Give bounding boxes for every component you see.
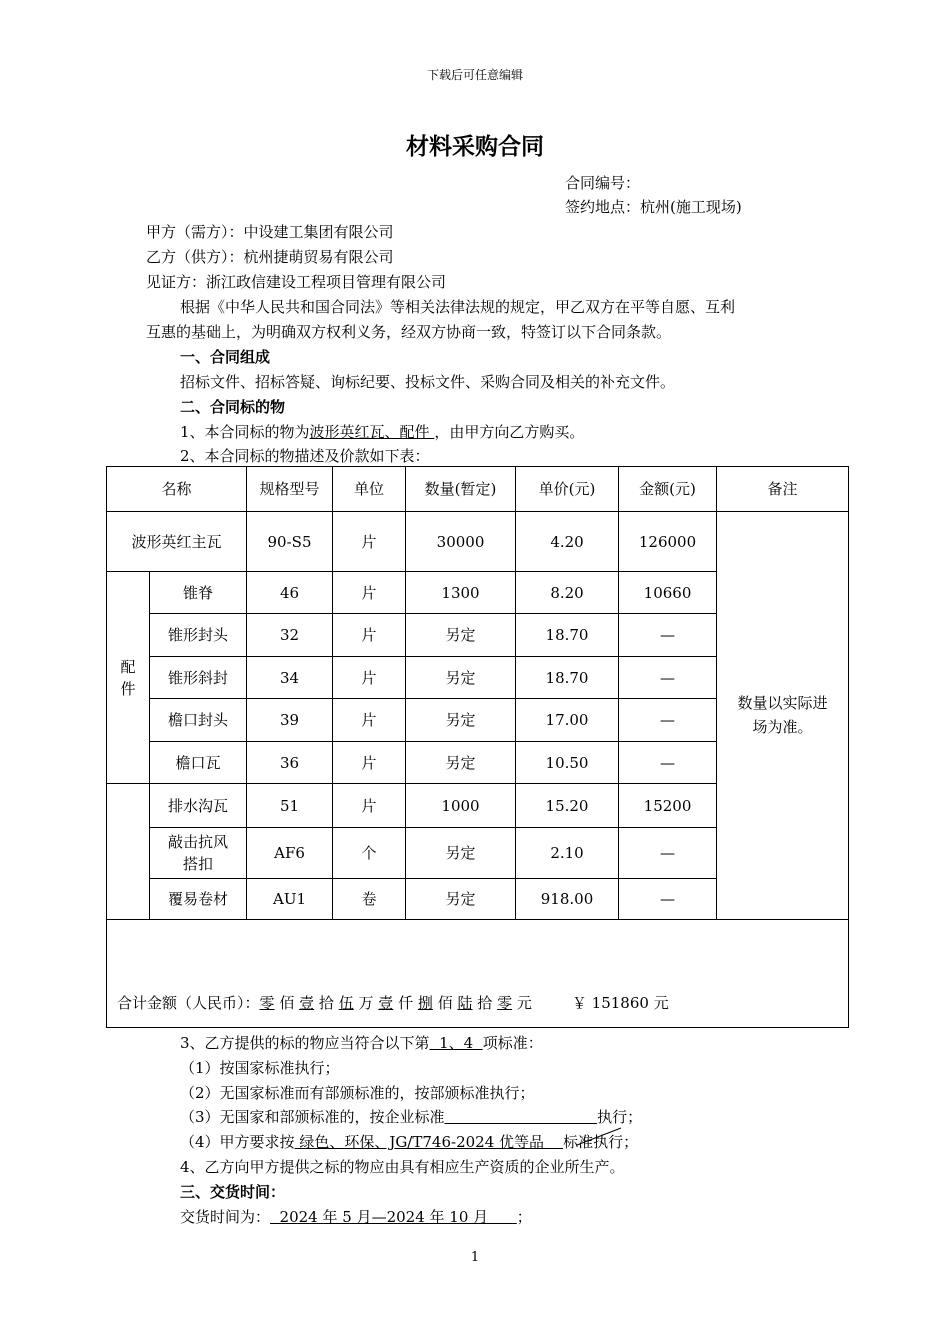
section-3-title: 三、交货时间： bbox=[180, 1183, 286, 1201]
table-row: 排水沟瓦 51 片 1000 15.20 15200 bbox=[107, 784, 849, 827]
party-b: 乙方（供方）：杭州捷萌贸易有限公司 bbox=[146, 248, 394, 266]
th-name: 名称 bbox=[107, 467, 247, 512]
total-cell bbox=[107, 919, 849, 1027]
standard-2: （2）无国家标准而有部颁标准的，按部颁标准执行； bbox=[180, 1084, 535, 1102]
intro-line-2: 互惠的基础上，为明确双方权利义务，经双方协商一致，特签订以下合同条款。 bbox=[146, 323, 672, 341]
total-label: 合计金额（人民币）： bbox=[117, 994, 260, 1013]
standard-1: （1）按国家标准执行； bbox=[180, 1059, 340, 1077]
table-header-row bbox=[107, 467, 849, 512]
table-row: 锥形封头 32 片 另定 18.70 — bbox=[107, 614, 849, 657]
table-row: 配件 锥脊 46 片 1300 8.20 10660 bbox=[107, 572, 849, 614]
standard-3: （3）无国家和部颁标准的，按企业标准 执行； bbox=[180, 1108, 643, 1126]
intro-line-1: 根据《中华人民共和国合同法》等相关法律法规的规定，甲乙双方在平等自愿、互利 bbox=[180, 298, 736, 316]
delivery-time: 交货时间为： 2024 年 5 月—2024 年 10 月 ； bbox=[180, 1208, 532, 1226]
total-value: ￥ 151860 元 bbox=[571, 994, 669, 1013]
th-qty: 数量(暂定) bbox=[406, 467, 516, 512]
party-a: 甲方（需方）：中设建工集团有限公司 bbox=[146, 223, 394, 241]
subject-matter: 波形英红瓦、配件 bbox=[309, 423, 435, 441]
section-2-item-2: 2、本合同标的物描述及价款如下表： bbox=[180, 447, 430, 465]
section-2-item-3: 3、乙方提供的标的物应当符合以下第 1、4 项标准： bbox=[180, 1034, 543, 1052]
total-in-words: 零 佰 壹 拾 伍 万 壹 仟 捌 佰 陆 拾 零 元 bbox=[259, 994, 532, 1013]
goods-table bbox=[106, 466, 849, 1028]
contract-number: 合同编号： bbox=[565, 174, 641, 192]
standard-4: （4）甲方要求按 绿色、环保、JG/T746-2024 优等品 标准执行； bbox=[180, 1133, 639, 1151]
table-row: 锥形斜封 34 片 另定 18.70 — bbox=[107, 657, 849, 699]
th-price: 单价(元) bbox=[516, 467, 619, 512]
th-spec: 规格型号 bbox=[247, 467, 333, 512]
page-title: 材料采购合同 bbox=[406, 134, 544, 160]
section-1-title: 一、合同组成 bbox=[180, 348, 271, 366]
th-amount: 金额(元) bbox=[619, 467, 717, 512]
table-row: 敲击抗风搭扣 AF6 个 另定 2.10 — bbox=[107, 827, 849, 878]
page-number: 1 bbox=[470, 1250, 480, 1265]
sign-place: 签约地点：杭州(施工现场) bbox=[565, 198, 742, 216]
remark-cell: 数量以实际进场为准。 bbox=[717, 512, 849, 920]
table-row: 檐口瓦 36 片 另定 10.50 — bbox=[107, 742, 849, 784]
strike-mark bbox=[575, 1125, 623, 1147]
witness: 见证方：浙江政信建设工程项目管理有限公司 bbox=[146, 273, 447, 291]
group-blank bbox=[107, 784, 150, 919]
group-peijian: 配件 bbox=[107, 572, 150, 784]
table-row: 覆易卷材 AU1 卷 另定 918.00 — bbox=[107, 878, 849, 919]
th-unit: 单位 bbox=[333, 467, 406, 512]
section-2-title: 二、合同标的物 bbox=[180, 398, 286, 416]
table-row: 檐口封头 39 片 另定 17.00 — bbox=[107, 699, 849, 742]
section-2-item-4: 4、乙方向甲方提供之标的物应由具有相应生产资质的企业所生产。 bbox=[180, 1158, 625, 1176]
section-2-item-1: 1、本合同标的物为波形英红瓦、配件 ，由甲方向乙方购买。 bbox=[180, 423, 585, 441]
th-remark: 备注 bbox=[717, 467, 849, 512]
total-row bbox=[107, 919, 849, 1027]
section-1-text: 招标文件、招标答疑、询标纪要、投标文件、采购合同及相关的补充文件。 bbox=[180, 373, 676, 391]
page-header: 下载后可任意编辑 bbox=[426, 68, 523, 82]
table-row: 波形英红主瓦 90-S5 片 30000 4.20 126000 数量以实际进场为准。 bbox=[107, 512, 849, 572]
